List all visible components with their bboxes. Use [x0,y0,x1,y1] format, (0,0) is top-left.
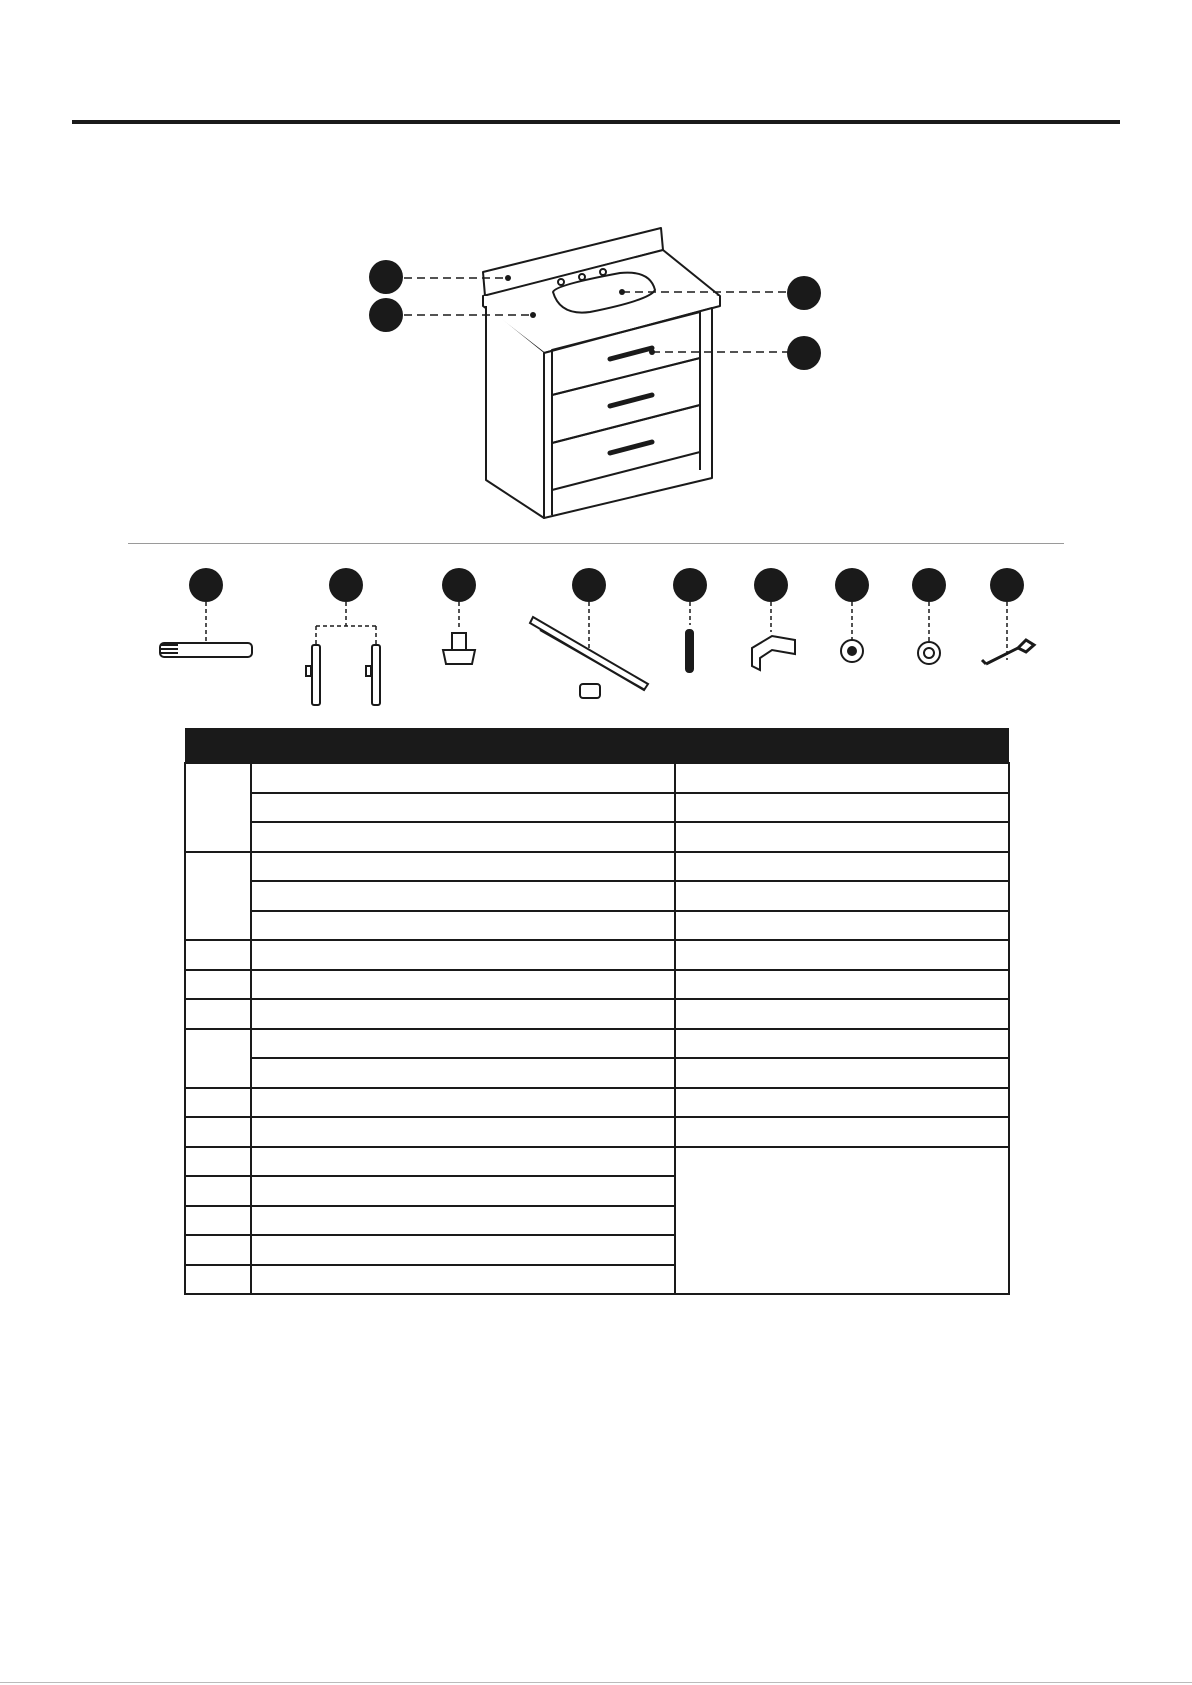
header-part [185,728,251,763]
part-description [251,1206,675,1236]
table-row [185,1029,1009,1059]
l-bracket-icon [752,636,795,670]
part-label [185,852,251,941]
drawer-slide-icon [530,617,648,698]
hardware-badge [990,568,1024,602]
part-label [185,940,251,970]
hardware-strip [0,560,1192,710]
table-row [185,1117,1009,1147]
table-row [185,911,1009,941]
part-quantity [675,763,1009,793]
part-label [185,1117,251,1147]
part-description [251,1147,675,1177]
part-quantity [675,1029,1009,1059]
table-row [185,881,1009,911]
part-quantity [675,852,1009,882]
part-label [185,1206,251,1236]
hardware-badge [329,568,363,602]
part-description [251,1176,675,1206]
table-row [185,1058,1009,1088]
vanity-illustration [0,200,1192,540]
table-row [185,793,1009,823]
part-label [185,763,251,852]
callout-badge-3 [787,276,821,310]
table-row [185,822,1009,852]
part-label [185,1088,251,1118]
part-description [251,940,675,970]
part-label [185,1029,251,1088]
table-header-row [185,728,1009,763]
part-quantity [675,970,1009,1000]
header-description [251,728,675,763]
hardware-badge [835,568,869,602]
cam-nut-icon [918,642,940,664]
page-bottom-rule [0,1682,1192,1683]
part-label [185,1147,251,1177]
table-row [185,940,1009,970]
parts-table-body [185,763,1009,1294]
wrench-icon [982,640,1034,664]
part-description [251,881,675,911]
leveling-foot-icon [443,633,475,664]
part-quantity [675,911,1009,941]
part-quantity [675,1117,1009,1147]
part-description [251,822,675,852]
callout-badge-2 [369,298,403,332]
part-description [251,1029,675,1059]
cam-lock-icon [841,640,863,662]
hardware-badge [912,568,946,602]
part-quantity [675,822,1009,852]
drawer-stabilizer-icon [160,643,252,657]
part-label [185,1235,251,1265]
hardware-badge [442,568,476,602]
part-quantity [675,999,1009,1029]
hardware-badge [673,568,707,602]
anti-tip-bracket-pair-icon [306,645,380,705]
table-row [185,1147,1009,1177]
header-rule [72,120,1120,124]
part-description [251,793,675,823]
table-row [185,999,1009,1029]
part-description [251,1088,675,1118]
part-quantity [675,1058,1009,1088]
part-description [251,763,675,793]
table-row [185,1088,1009,1118]
table-row [185,763,1009,793]
part-description [251,1265,675,1295]
part-quantity [675,793,1009,823]
part-quantity [675,1088,1009,1118]
part-quantity [675,881,1009,911]
hardware-badge [189,568,223,602]
section-divider [128,543,1064,544]
part-description [251,1058,675,1088]
part-description [251,852,675,882]
dowel-pin-icon [686,630,693,672]
part-label [185,999,251,1029]
parts-table [184,728,1010,1295]
part-label [185,1176,251,1206]
part-label [185,1265,251,1295]
table-row [185,852,1009,882]
callout-badge-1 [369,260,403,294]
part-quantity [675,940,1009,970]
hardware-badge [572,568,606,602]
part-description [251,1117,675,1147]
part-description [251,999,675,1029]
part-description [251,911,675,941]
part-label [185,970,251,1000]
merged-quantity-cell [675,1147,1009,1295]
part-description [251,1235,675,1265]
header-quantity [675,728,1009,763]
table-row [185,970,1009,1000]
hardware-badge [754,568,788,602]
callout-badge-4 [787,336,821,370]
part-description [251,970,675,1000]
